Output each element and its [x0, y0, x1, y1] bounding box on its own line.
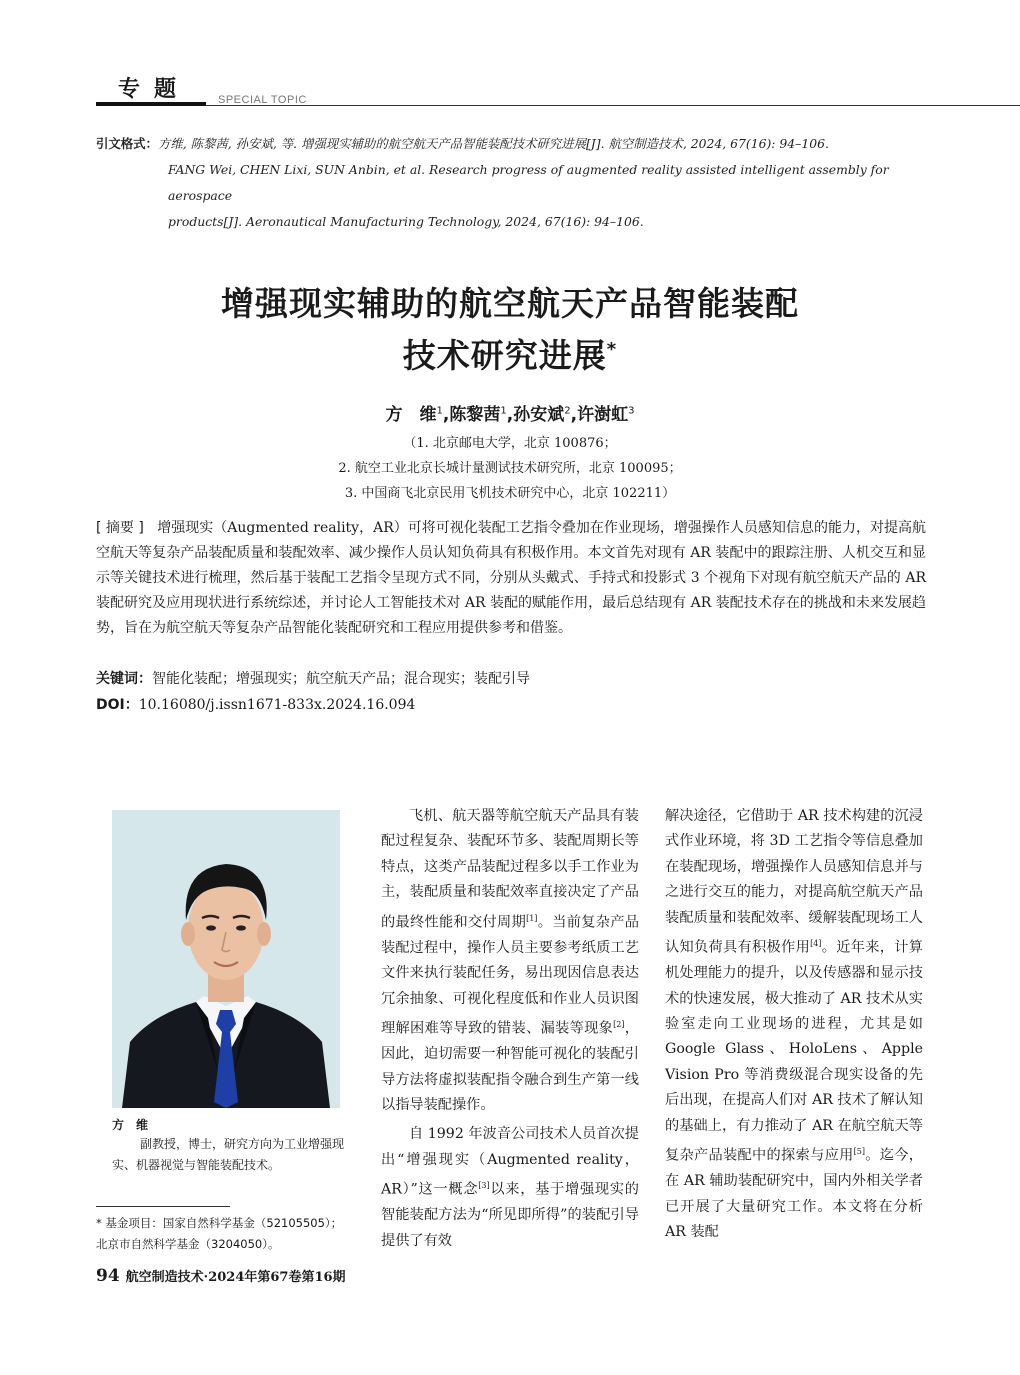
body-text: 。当前复杂产品装配过程中，操作人员主要参考纸质工艺文件来执行装配任务，易出现因信息表达冗余抽象、可视化程度低和作业人员识图理解困难等导致的错装、漏装等现象	[381, 914, 639, 1037]
author-aff: 3	[628, 405, 635, 417]
body-paragraph-2	[381, 1122, 639, 1254]
paper-title-line1: 增强现实辅助的航空航天产品智能装配	[221, 284, 799, 323]
keywords	[96, 668, 530, 688]
body-text-split: 解决途径，它借助于 AR 技术构建的沉浸式作业环境，将 3D 工艺指令等信息叠加在装配现场，增强操作人员感知信息并与之进行交互的能力，对提高航空航天产品装配质量和装配效率、缓解装配现场工人认知负荷具有积极作用	[665, 808, 923, 956]
abstract	[96, 516, 926, 641]
citation-en-line2: products[J]. Aeronautical Manufacturing Technology, 2024, 67(16): 94–106.	[168, 214, 644, 229]
paper-title-line2	[60, 330, 960, 377]
author-portrait-image	[112, 810, 340, 1108]
citation-en-line1: FANG Wei, CHEN Lixi, SUN Anbin, et al. Research progress of augmented reality assisted intelligent assembly for aerospace	[168, 162, 889, 203]
header-rule-thick	[96, 102, 206, 106]
abstract-label: [ 摘要 ]	[96, 520, 144, 536]
body-paragraph-2-cont	[665, 804, 923, 1245]
doi	[96, 694, 415, 714]
section-title: 专题	[118, 77, 191, 102]
citation-label: 引文格式：	[96, 136, 158, 151]
author-aff: 1	[500, 405, 507, 417]
body-text: 飞机、航天器等航空航天产品具有装配过程复杂、装配环节多、装配周期长等特点，这类产品装配过程多以手工作业为主，装配质量和装配效率直接决定了产品的最终性能和交付周期	[381, 808, 639, 931]
citation-ref: [2]	[613, 1019, 625, 1029]
body-text-split: 以来，基于增强现实的智能装配方法为“所见即所得”的装配引导提供了有效	[381, 1181, 639, 1249]
footnote-line2: 北京市自然科学基金（3204050）。	[96, 1237, 280, 1251]
body-text: 自 1992 年波音公司技术人员首次提出“增强现实（Augmented reality，AR）”这一概念	[381, 1126, 639, 1198]
section-title-en: SPECIAL TOPIC	[218, 94, 307, 106]
body-text: ，因此，迫切需要一种智能可视化的装配引导方法将虚拟装配指令融合到生产第一线以指导装配操作。	[381, 1020, 639, 1113]
citation-ref: [3]	[478, 1181, 490, 1191]
body-text: 。迄今，在 AR 辅助装配研究中，国内外相关学者已开展了大量研究工作。本文将在分析 AR 装配	[665, 1147, 923, 1240]
citation-ref: [5]	[853, 1147, 865, 1157]
title-footnote-mark: *	[606, 339, 618, 360]
author-aff: 2	[564, 405, 571, 417]
keywords-text: 智能化装配；增强现实；航空航天产品；混合现实；装配引导	[152, 671, 530, 687]
author-name: 陈黎茜	[449, 405, 501, 425]
author-photo	[112, 810, 340, 1108]
header-rule-thin	[206, 105, 1020, 106]
page-footer	[96, 1266, 346, 1286]
body-paragraph-1	[381, 804, 639, 1118]
citation-block	[96, 131, 936, 235]
author-name: 孙安斌	[513, 405, 565, 425]
footnote	[96, 1213, 376, 1255]
footnote-line1: * 基金项目：国家自然科学基金（52105505）；	[96, 1216, 343, 1230]
photo-caption-desc: 副教授，博士，研究方向为工业增强现实、机器视觉与智能装配技术。	[112, 1137, 345, 1172]
body-text: 。近年来，计算机处理能力的提升，以及传感器和显示技术的快速发展，极大推动了 AR 技术从实验室走向工业现场的进程，尤其是如 Google Glass、HoloLens、Apple Vision Pro 等消费级混合现实设备的先后出现，在提高人们对 AR 技术了解认知的基础上，有力推动了 AR 在航空航天等复杂产品装配中的探索与应用	[665, 939, 923, 1164]
citation-ref: [1]	[526, 913, 538, 923]
citation-cn: 方维, 陈黎茜, 孙安斌, 等. 增强现实辅助的航空航天产品智能装配技术研究进展[J]. 航空制造技术, 2024, 67(16): 94–106.	[157, 136, 829, 151]
affiliation-2: 2. 航空工业北京长城计量测试技术研究所，北京 100095；	[338, 461, 682, 476]
affiliation-1: （1. 北京邮电大学，北京 100876；	[403, 436, 617, 451]
doi-text: 10.16080/j.issn1671-833x.2024.16.094	[138, 697, 416, 713]
affiliation-3: 3. 中国商飞北京民用飞机技术研究中心，北京 102211）	[344, 486, 676, 501]
paper-title-line2-text: 技术研究进展	[402, 336, 607, 375]
page-number: 94	[96, 1266, 120, 1286]
body-column-2	[665, 804, 923, 1245]
keywords-label: 关键词：	[96, 671, 152, 687]
author-name: 方 维	[385, 405, 437, 425]
author-aff: 1	[436, 405, 443, 417]
photo-caption-name: 方 维	[112, 1118, 149, 1132]
abstract-text: 增强现实（Augmented reality，AR）可将可视化装配工艺指令叠加在作业现场，增强操作人员感知信息的能力，对提高航空航天等复杂产品装配质量和装配效率、减少操作人员认知负荷具有积极作用。本文首先对现有 AR 装配中的跟踪注册、人机交互和显示等关键技术进行梳理，然后基于装配工艺指令呈现方式不同，分别从头戴式、手持式和投影式 3 个视角下对现有航空航天产品的 AR 装配研究及应用现状进行系统综述，并讨论人工智能技术对 AR 装配的赋能作用，最后总结现有 AR 装配技术存在的挑战和未来发展趋势，旨在为航空航天等复杂产品智能化装配研究和工程应用提供参考和借鉴。	[96, 520, 926, 636]
citation-ref: [4]	[810, 939, 822, 949]
footnote-rule	[96, 1206, 230, 1207]
journal-issue: 航空制造技术·2024年第67卷第16期	[125, 1270, 346, 1285]
author-name: 许澍虹	[577, 405, 629, 425]
author-list: 方 维$^1$,陈黎茜$^1$,孙安斌$^2$,许澍虹$^3$	[385, 405, 635, 425]
body-column-1	[381, 804, 639, 1254]
doi-label: DOI：	[96, 697, 139, 713]
